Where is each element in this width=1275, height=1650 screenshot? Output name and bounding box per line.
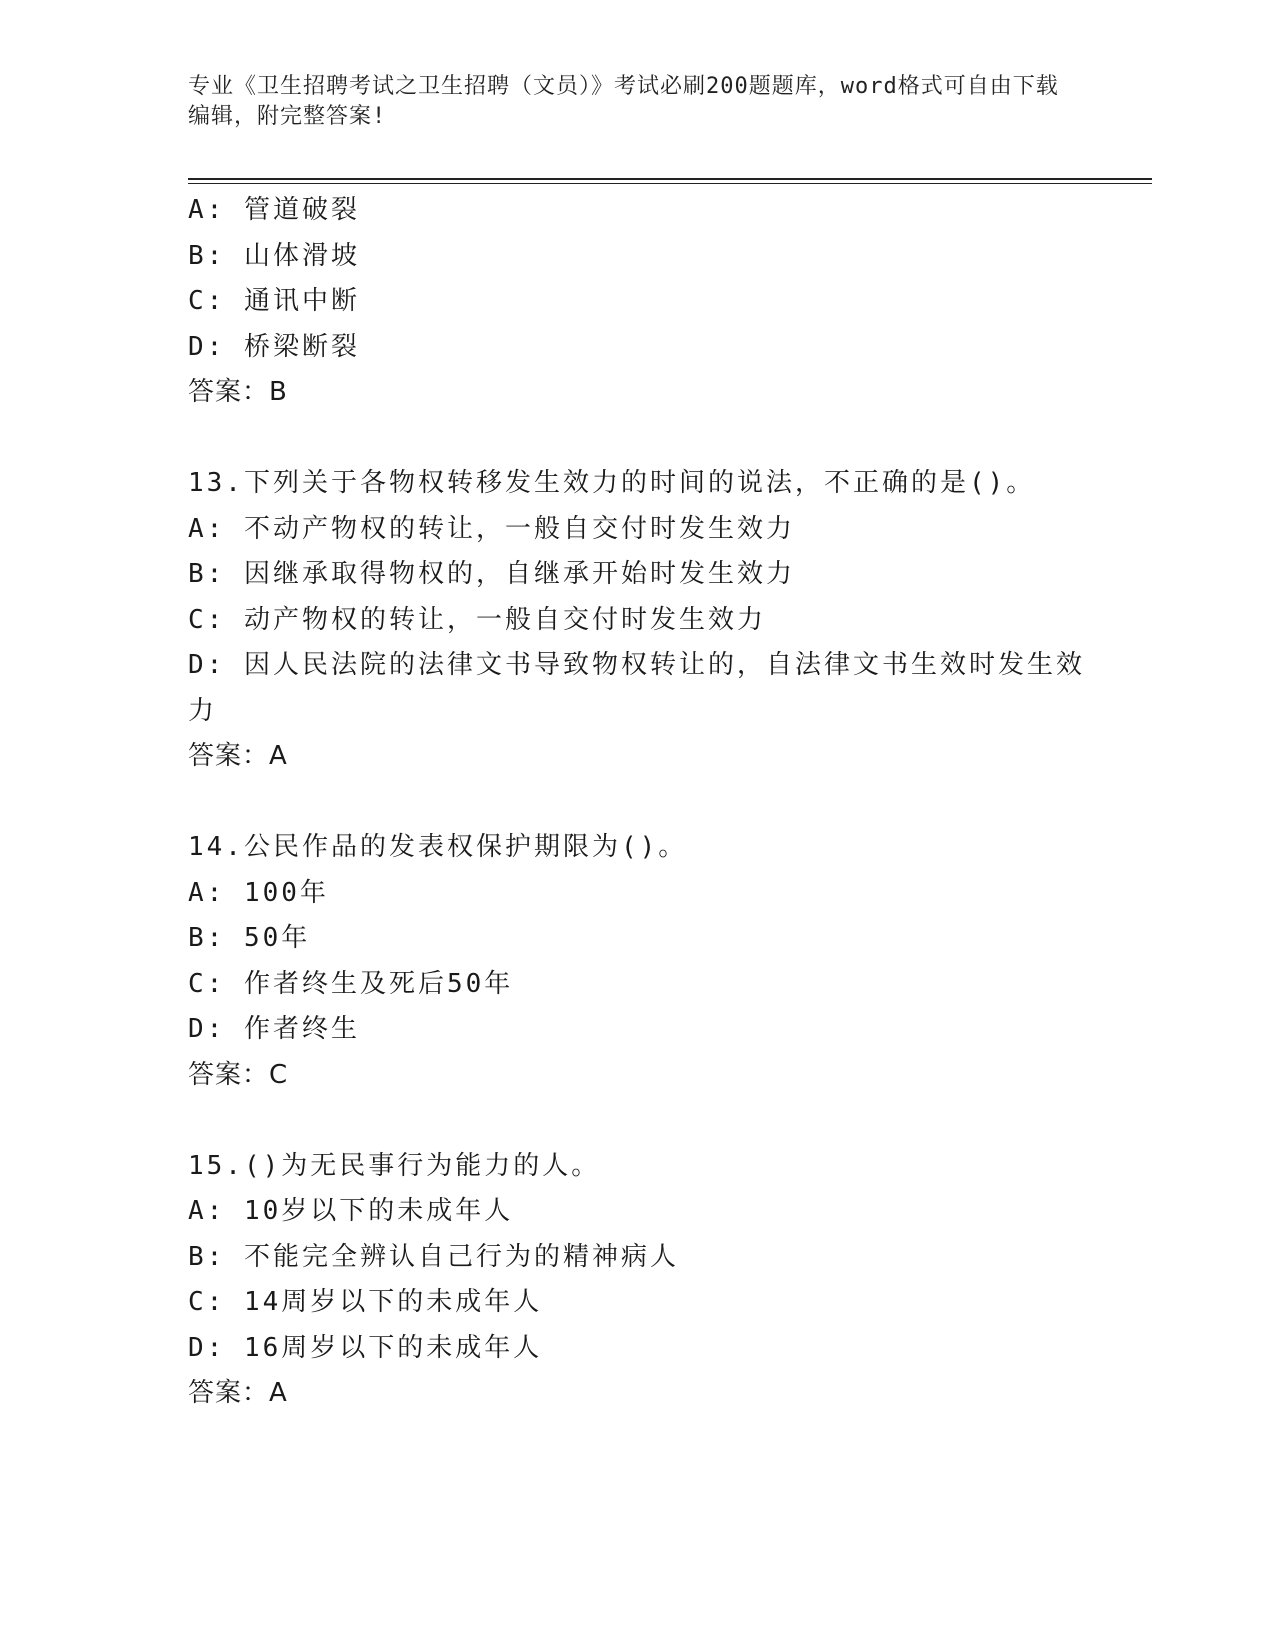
question-text: 15.()为无民事行为能力的人。	[188, 1150, 601, 1181]
option-c: C: 通讯中断	[188, 286, 360, 316]
header-rule-thin	[188, 183, 1152, 184]
option-b: B: 50年	[188, 923, 311, 953]
answer-line: 答案：A	[188, 741, 288, 771]
option-a: A: 10岁以下的未成年人	[188, 1196, 514, 1226]
option-a: A: 管道破裂	[188, 195, 360, 225]
answer-line: 答案：C	[188, 1059, 289, 1090]
document-header: 专业《卫生招聘考试之卫生招聘（文员）》考试必刷200题题库，word格式可自由下载编辑，附完整答案!	[188, 74, 1059, 129]
header-rule-thick	[188, 178, 1152, 180]
answer-line: 答案：B	[188, 377, 288, 407]
option-d: D: 因人民法院的法律文书导致物权转让的，自法律文书生效时发生效力	[188, 650, 1085, 726]
question-text: 13.下列关于各物权转移发生效力的时间的说法，不正确的是()。	[188, 468, 1036, 498]
question-13	[188, 461, 1088, 780]
option-c: C: 14周岁以下的未成年人	[188, 1287, 543, 1317]
option-c: C: 作者终生及死后50年	[188, 968, 514, 999]
option-b: B: 因继承取得物权的，自继承开始时发生效力	[188, 559, 795, 589]
option-a: A: 不动产物权的转让，一般自交付时发生效力	[188, 513, 795, 544]
option-b: B: 不能完全辨认自己行为的精神病人	[188, 1241, 679, 1272]
answer-line: 答案：A	[188, 1378, 288, 1408]
question-15	[188, 1144, 1088, 1417]
option-a: A: 100年	[188, 877, 329, 908]
option-d: D: 16周岁以下的未成年人	[188, 1332, 543, 1363]
option-d: D: 桥梁断裂	[188, 331, 360, 362]
option-d: D: 作者终生	[188, 1014, 360, 1044]
question-text: 14.公民作品的发表权保护期限为()。	[188, 832, 688, 862]
document-body	[188, 188, 1088, 1417]
option-c: C: 动产物权的转让，一般自交付时发生效力	[188, 604, 766, 635]
option-b: B: 山体滑坡	[188, 240, 360, 271]
question-12	[188, 188, 1088, 416]
question-14	[188, 825, 1088, 1098]
